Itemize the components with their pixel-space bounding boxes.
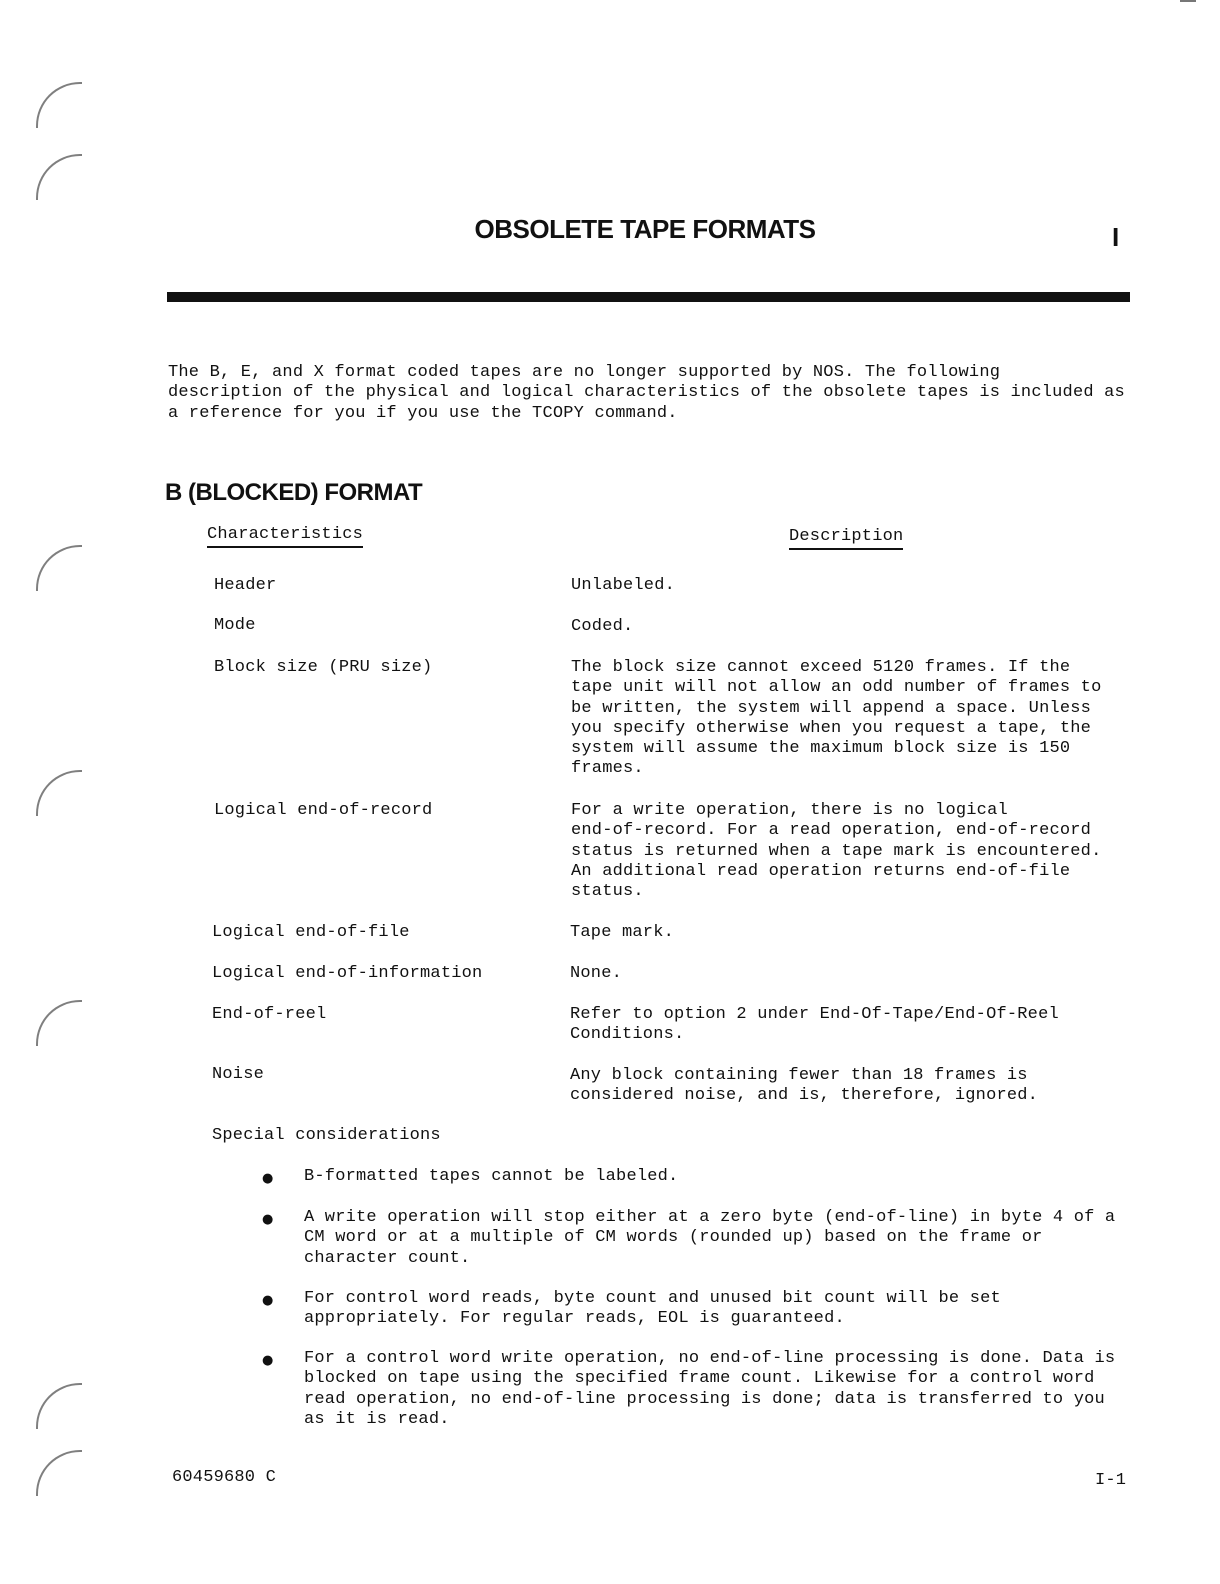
- row-label-block-size: Block size (PRU size): [214, 658, 433, 677]
- section-heading: B (BLOCKED) FORMAT: [165, 479, 423, 506]
- column-header-description: Description: [789, 527, 903, 550]
- binder-hole-mark: [36, 545, 82, 591]
- row-label-noise: Noise: [212, 1065, 265, 1084]
- row-value-mode: Coded.: [571, 617, 634, 636]
- row-value-end-of-information: None.: [570, 964, 623, 983]
- row-value-noise: Any block containing fewer than 18 frames is considered noise, and is, therefore, ignored.: [570, 1066, 1039, 1106]
- column-header-characteristics: Characteristics: [207, 525, 363, 548]
- bullet-text: For control word reads, byte count and unused bit count will be set appropriately. For regular reads, EOL is guaranteed.: [304, 1289, 1001, 1329]
- binder-hole-mark: [36, 1000, 82, 1046]
- row-label-end-of-reel: End-of-reel: [212, 1005, 327, 1024]
- row-value-end-of-record: For a write operation, there is no logical end-of-record. For a read operation, end-of-record status is returned when a tape mark is encountered. An additional read operation returns end-of-file status.: [571, 801, 1102, 902]
- bullet-text: B-formatted tapes cannot be labeled.: [304, 1167, 679, 1186]
- binder-hole-mark: [36, 1450, 82, 1496]
- row-value-end-of-reel: Refer to option 2 under End-Of-Tape/End-Of-Reel Conditions.: [570, 1005, 1059, 1045]
- special-considerations-label: Special considerations: [212, 1126, 441, 1145]
- binder-hole-mark: [36, 1383, 82, 1429]
- row-label-end-of-record: Logical end-of-record: [214, 801, 433, 820]
- bullet-text: For a control word write operation, no end-of-line processing is done. Data is blocked on tape using the specified frame count. Likewise for a control word read operation, no end-of-line processing is done; data is transferred to you as it is read.: [304, 1349, 1116, 1429]
- bullet-icon: ●: [262, 1293, 274, 1308]
- corner-mark: [1180, 0, 1196, 2]
- page-title: OBSOLETE TAPE FORMATS: [474, 214, 816, 244]
- bullet-icon: ●: [262, 1171, 274, 1186]
- document-number: 60459680 C: [172, 1468, 277, 1487]
- bullet-text: A write operation will stop either at a zero byte (end-of-line) in byte 4 of a CM word or at a multiple of CM words (rounded up) based on the frame or character count.: [304, 1208, 1116, 1268]
- binder-hole-mark: [36, 154, 82, 200]
- bullet-icon: ●: [262, 1212, 274, 1227]
- binder-hole-mark: [36, 82, 82, 128]
- row-value-end-of-file: Tape mark.: [570, 923, 675, 942]
- row-value-block-size: The block size cannot exceed 5120 frames. If the tape unit will not allow an odd number of frames to be written, the system will append a space. Unless you specify otherwise when you request a tape, the system will assume the maximum block size is 150 frames.: [571, 658, 1102, 779]
- row-value-header: Unlabeled.: [571, 576, 676, 595]
- chapter-letter: I: [1112, 222, 1120, 252]
- page-number: I-1: [1095, 1471, 1127, 1490]
- row-label-header: Header: [214, 576, 277, 595]
- row-label-end-of-information: Logical end-of-information: [212, 964, 483, 983]
- bullet-icon: ●: [262, 1353, 274, 1368]
- intro-paragraph: The B, E, and X format coded tapes are no longer supported by NOS. The following description of the physical and logical characteristics of the obsolete tapes is included as a reference for you if you use the TCOPY command.: [168, 363, 1125, 423]
- binder-hole-mark: [36, 770, 82, 816]
- row-label-end-of-file: Logical end-of-file: [212, 923, 410, 942]
- row-label-mode: Mode: [214, 616, 256, 635]
- title-rule: [167, 292, 1130, 302]
